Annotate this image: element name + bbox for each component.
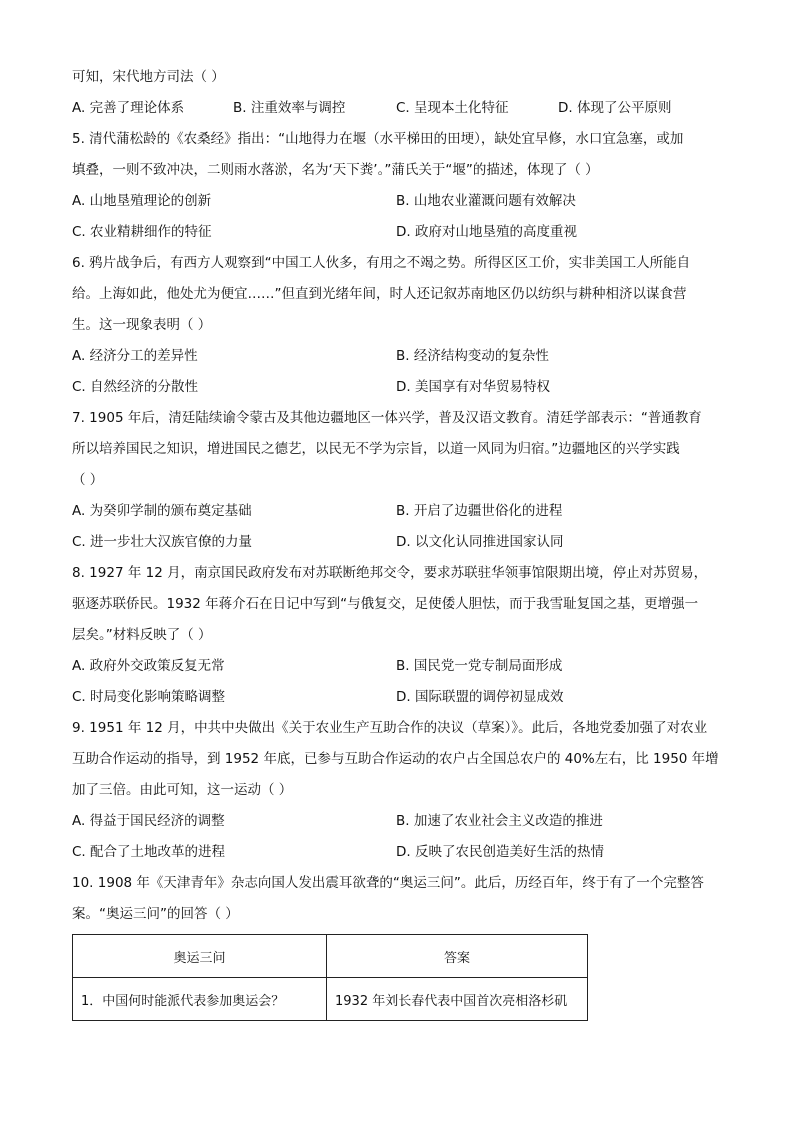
q9-option-d[interactable]: D. 反映了农民创造美好生活的热情 xyxy=(396,844,604,860)
q8-stem-line: 8. 1927 年 12 月，南京国民政府发布对苏联断绝邦交令，要求苏联驻华领事馆限期出境，停止对苏贸易， xyxy=(72,565,708,581)
table-cell-answer: 1932 年刘长春代表中国首次亮相洛杉矶 xyxy=(327,978,588,1021)
q8-option-b[interactable]: B. 国民党一党专制局面形成 xyxy=(396,658,563,674)
q5-option-c[interactable]: C. 农业精耕细作的特征 xyxy=(72,224,212,240)
q10-stem-line: 10. 1908 年《天津青年》杂志向国人发出震耳欲聋的“奥运三问”。此后，历经百年，终于有了一个完整答 xyxy=(72,875,704,891)
q5-options-row xyxy=(72,186,722,217)
q4-option-c[interactable]: C. 呈现本土化特征 xyxy=(396,100,509,116)
q8-option-d[interactable]: D. 国际联盟的调停初显成效 xyxy=(396,689,564,705)
q5-options-row xyxy=(72,217,722,248)
q4-option-d[interactable]: D. 体现了公平原则 xyxy=(558,100,672,116)
q7-stem-line: 7. 1905 年后，清廷陆续谕令蒙古及其他边疆地区一体兴学，普及汉语文教育。清廷学部表示：“普通教育 xyxy=(72,410,702,426)
q7-options-row xyxy=(72,496,722,527)
q8-options-row xyxy=(72,682,722,713)
q9-stem-line: 互助合作运动的指导，到 1952 年底，已参与互助合作运动的农户占全国总农户的 40%左右，比 1950 年增 xyxy=(72,751,719,767)
q5-option-d[interactable]: D. 政府对山地垦殖的高度重视 xyxy=(396,224,577,240)
q8-option-a[interactable]: A. 政府外交政策反复无常 xyxy=(72,658,225,674)
q10-table xyxy=(72,934,588,1021)
q9-option-c[interactable]: C. 配合了土地改革的进程 xyxy=(72,844,226,860)
q8-options-row xyxy=(72,651,722,682)
q7-option-a[interactable]: A. 为癸卯学制的颁布奠定基础 xyxy=(72,503,252,519)
table-header-answer: 答案 xyxy=(327,935,588,978)
q10-stem-line: 案。“奥运三问”的回答（ ） xyxy=(72,906,239,922)
q8-stem-line: 层矣。”材料反映了（ ） xyxy=(72,627,212,643)
q6-options-row xyxy=(72,341,722,372)
q9-options-row xyxy=(72,837,722,868)
q5-stem-line: 填叠，一则不致冲决，二则雨水落淤，名为‘天下粪’。”蒲氏关于“堰”的描述，体现了（ ） xyxy=(72,162,599,178)
q5-option-b[interactable]: B. 山地农业灌溉问题有效解决 xyxy=(396,193,576,209)
table-header-question: 奥运三问 xyxy=(73,935,327,978)
q5-option-a[interactable]: A. 山地垦殖理论的创新 xyxy=(72,193,212,209)
q7-stem-line: （ ） xyxy=(72,472,104,488)
q8-stem-line: 驱逐苏联侨民。1932 年蒋介石在日记中写到“与俄复交，足使倭人胆怯，而于我雪耻复国之基，更增强一 xyxy=(72,596,699,612)
q6-option-b[interactable]: B. 经济结构变动的复杂性 xyxy=(396,348,549,364)
q9-options-row xyxy=(72,806,722,837)
q7-stem-line: 所以培养国民之知识，增进国民之德艺，以民无不学为宗旨，以道一风同为归宿。”边疆地区的兴学实践 xyxy=(72,441,680,457)
q7-options-row xyxy=(72,527,722,558)
q6-stem-line: 6. 鸦片战争后，有西方人观察到“中国工人伙多，有用之不竭之势。所得区区工价，实非美国工人所能自 xyxy=(72,255,691,271)
q6-options-row xyxy=(72,372,722,403)
q9-option-a[interactable]: A. 得益于国民经济的调整 xyxy=(72,813,225,829)
q5-stem-line: 5. 清代蒲松龄的《农桑经》指出：“山地得力在堰（水平梯田的田埂），缺处宜早修，水口宜急塞，或加 xyxy=(72,131,684,147)
table-cell-question: 1．中国何时能派代表参加奥运会？ xyxy=(73,978,327,1021)
q8-option-c[interactable]: C. 时局变化影响策略调整 xyxy=(72,689,226,705)
q7-option-b[interactable]: B. 开启了边疆世俗化的进程 xyxy=(396,503,563,519)
table-header-row xyxy=(73,935,588,978)
q4-option-a[interactable]: A. 完善了理论体系 xyxy=(72,100,185,116)
exam-page xyxy=(72,62,722,1021)
q7-option-c[interactable]: C. 进一步壮大汉族官僚的力量 xyxy=(72,534,253,550)
q6-option-c[interactable]: C. 自然经济的分散性 xyxy=(72,379,199,395)
q4-options xyxy=(72,93,722,124)
q6-stem-line: 生。这一现象表明（ ） xyxy=(72,317,212,333)
q4-option-b[interactable]: B. 注重效率与调控 xyxy=(233,100,346,116)
q9-stem-line: 加了三倍。由此可知，这一运动（ ） xyxy=(72,782,293,798)
table-row xyxy=(73,978,588,1021)
q9-stem-line: 9. 1951 年 12 月，中共中央做出《关于农业生产互助合作的决议（草案）》。此后，各地党委加强了对农业 xyxy=(72,720,708,736)
q4-stem-tail: 可知，宋代地方司法（ ） xyxy=(72,69,225,85)
q9-option-b[interactable]: B. 加速了农业社会主义改造的推进 xyxy=(396,813,603,829)
q6-option-a[interactable]: A. 经济分工的差异性 xyxy=(72,348,198,364)
q6-stem-line: 给。上海如此，他处尤为便宜……”但直到光绪年间，时人还记叙苏南地区仍以纺织与耕种相济以谋食营 xyxy=(72,286,687,302)
q6-option-d[interactable]: D. 美国享有对华贸易特权 xyxy=(396,379,550,395)
q7-option-d[interactable]: D. 以文化认同推进国家认同 xyxy=(396,534,564,550)
